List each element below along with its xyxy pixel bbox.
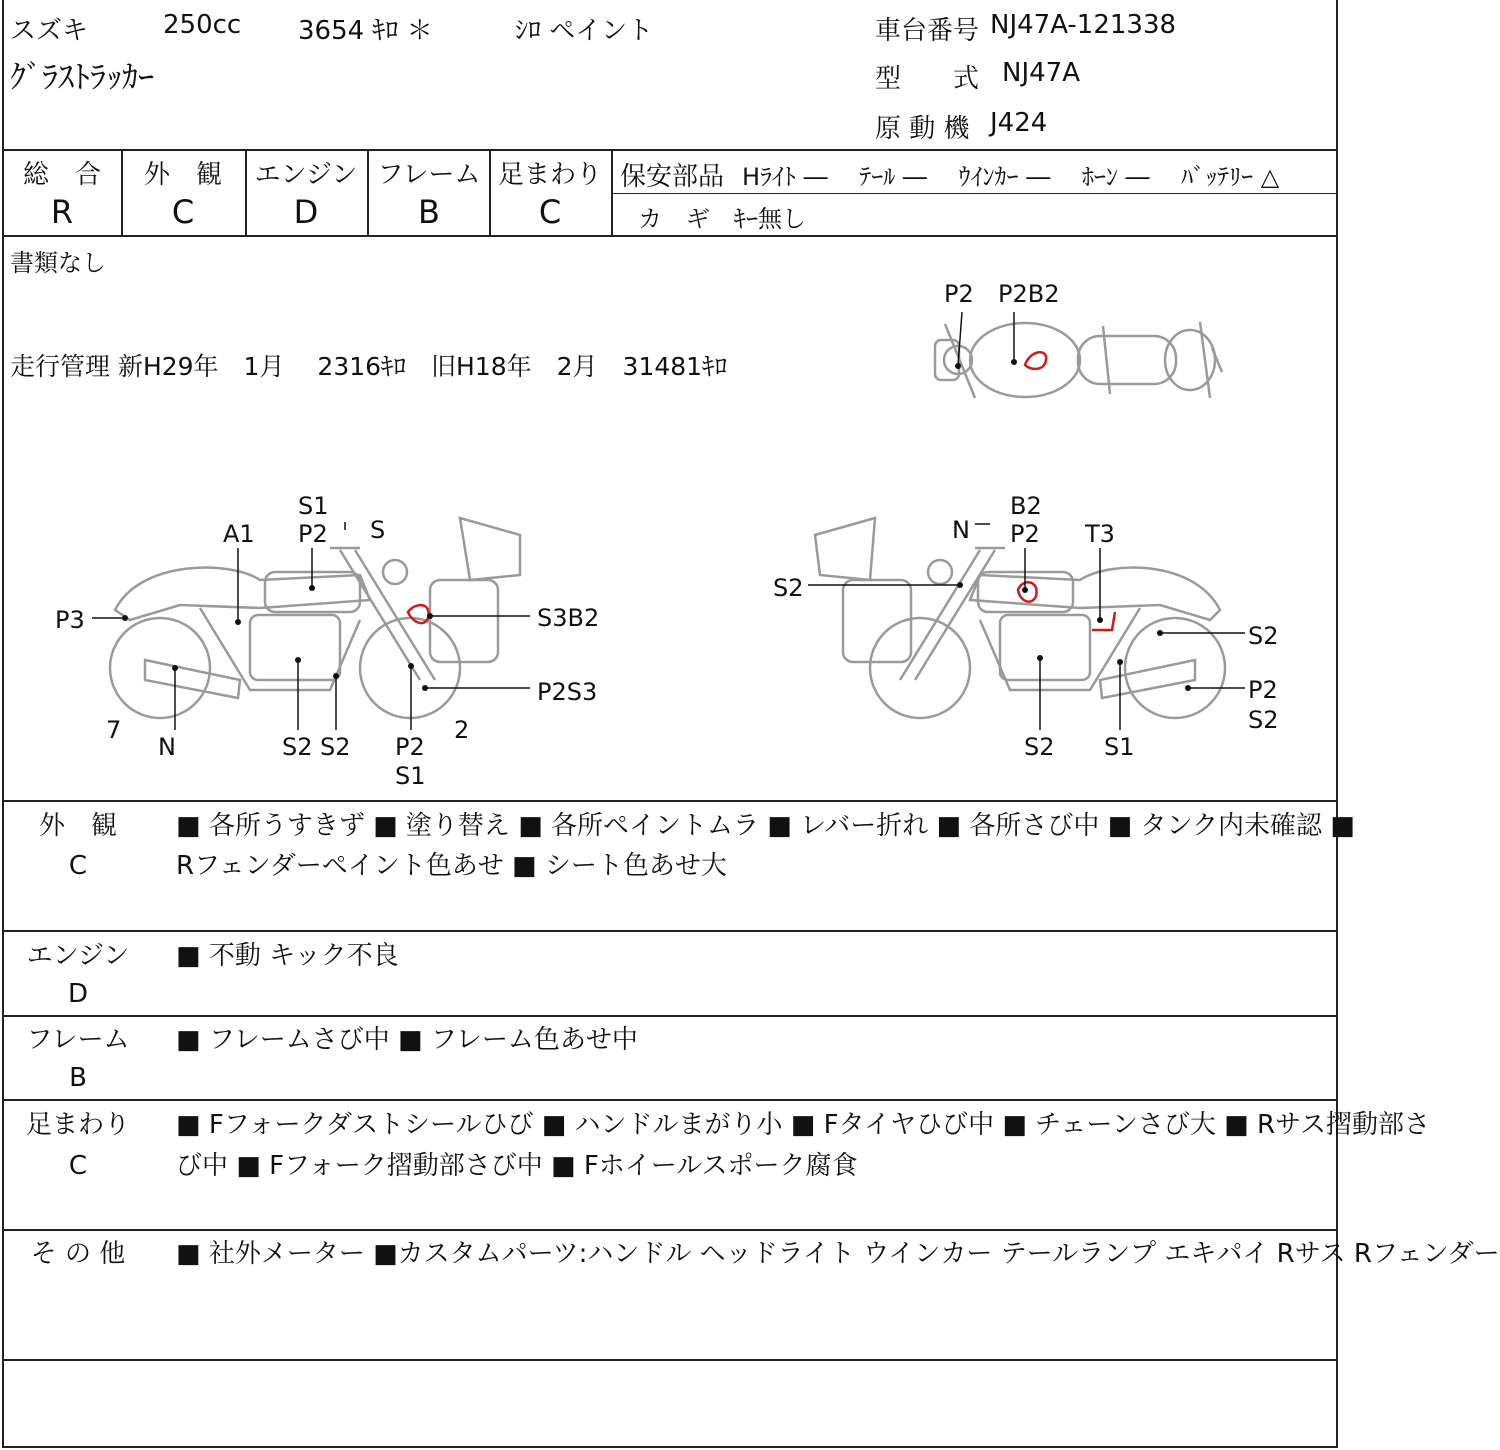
diagram-label: P2B2 [998, 280, 1060, 308]
section-suspension-label: 足まわり [25, 1110, 130, 1140]
grade-overall-label: 総 合 [22, 160, 101, 190]
diagram-label: P3 [55, 606, 85, 634]
diagram-label: P2 [1010, 520, 1040, 548]
safety-items: Hﾗｲﾄ ― ﾃｰﾙ ― ｳｲﾝｶｰ ― ﾎｰﾝ ― ﾊﾞｯﾃﾘｰ △ [742, 163, 1280, 191]
damage-mark [1025, 352, 1046, 369]
diagram-label: 2 [454, 716, 470, 744]
section-exterior-line: Rフェンダーペイント色あせ ■ シート色あせ大 [176, 851, 727, 881]
section-suspension-line: び中 ■ Fフォーク摺動部さび中 ■ Fホイールスポーク腐食 [176, 1151, 858, 1181]
diagram-label: S2 [1248, 706, 1279, 734]
engine-value: J424 [990, 108, 1048, 138]
color: ｼﾛ ペイント [515, 16, 654, 46]
diagram-label: P2 [395, 733, 425, 761]
diagram-label: S2 [1024, 733, 1055, 761]
type-value: NJ47A [1002, 58, 1080, 88]
damage-mark [1018, 582, 1037, 601]
divider [2, 1229, 1338, 1231]
diagram-label: T3 [1085, 520, 1115, 548]
divider [2, 930, 1338, 932]
diagram-label: S2 [1248, 622, 1279, 650]
key-status: カ ギ ｷｰ無し [638, 205, 806, 233]
section-other-line: ■ 社外メーター ■カスタムパーツ:ハンドル ヘッドライト ウインカー テールランプ エキパイ Rサス Rフェンダー [176, 1239, 1500, 1269]
divider [2, 1099, 1338, 1101]
divider [2, 1015, 1338, 1017]
section-other-label: そ の 他 [30, 1239, 126, 1269]
diagram-label: S1 [1104, 733, 1135, 761]
grade-engine-label: エンジン [254, 160, 358, 190]
section-engine-line: ■ 不動 キック不良 [176, 941, 399, 971]
section-suspension-grade: C [68, 1151, 88, 1181]
grade-exterior-label: 外 観 [143, 160, 222, 190]
diagram-label: P2 [944, 280, 974, 308]
diagram-label: S3B2 [537, 604, 600, 632]
damage-mark [408, 605, 429, 623]
grade-frame-value: B [418, 193, 440, 231]
diagram-label: N [952, 516, 970, 544]
diagram-label: S2 [282, 733, 313, 761]
diagram-label: S2 [320, 733, 351, 761]
section-exterior-grade: C [68, 851, 88, 881]
grade-suspension-label: 足まわり [497, 160, 602, 190]
grade-frame-label: フレーム [377, 160, 481, 190]
diagram-label: 7 [106, 716, 122, 744]
maker: スズキ [10, 16, 89, 46]
diagram-label: S1 [395, 762, 426, 790]
diagram-label: P2 [1248, 676, 1278, 704]
chassis-label: 車台番号 [875, 16, 980, 46]
diagram-label: A1 [223, 520, 255, 548]
grade-exterior-value: C [171, 193, 195, 231]
grade-suspension-value: C [538, 193, 562, 231]
type-label: 型 式 [875, 64, 980, 94]
damage-mark [1092, 612, 1115, 630]
divider [2, 800, 1338, 802]
grade-overall-value: R [50, 193, 74, 231]
diagram-label: P2 [298, 520, 328, 548]
section-frame-grade: B [69, 1063, 87, 1093]
bike-top-view [935, 322, 1222, 398]
diagram-label: N [158, 733, 176, 761]
mileage: 3654 ｷﾛ ＊ [298, 16, 433, 46]
section-frame-label: フレーム [26, 1025, 130, 1055]
mileage-history: 走行管理 新H29年 1月 2316ｷﾛ 旧H18年 2月 31481ｷﾛ [10, 352, 728, 381]
section-suspension-line: ■ Fフォークダストシールひび ■ ハンドルまがり小 ■ Fタイヤひび中 ■ チェーンさび大 ■ Rサス摺動部さ [176, 1110, 1430, 1140]
diagram-label: S2 [773, 574, 804, 602]
diagram-label: S1 [298, 492, 329, 520]
chassis-value: NJ47A-121338 [990, 10, 1177, 40]
section-exterior-line: ■ 各所うすきず ■ 塗り替え ■ 各所ペイントムラ ■ レバー折れ ■ 各所さび中 ■ タンク内未確認 ■ [176, 811, 1355, 841]
diagram-label: P2S3 [537, 678, 598, 706]
bike-right-view [815, 518, 1225, 718]
displacement: 250cc [163, 10, 242, 40]
diagram-label: S [370, 516, 386, 544]
section-frame-line: ■ フレームさび中 ■ フレーム色あせ中 [176, 1025, 638, 1055]
section-exterior-label: 外 観 [38, 811, 117, 841]
section-engine-label: エンジン [26, 941, 130, 971]
engine-label: 原 動 機 [875, 114, 970, 144]
grade-engine-value: D [293, 193, 319, 231]
section-engine-grade: D [67, 979, 89, 1009]
safety-label: 保安部品 [620, 162, 725, 192]
diagram-label: B2 [1010, 492, 1042, 520]
documents-note: 書類なし [10, 249, 106, 277]
divider [2, 1359, 1338, 1361]
damage-diagram [0, 0, 1341, 800]
model-name: ｸﾞﾗｽﾄﾗｯｶｰ [10, 58, 155, 96]
